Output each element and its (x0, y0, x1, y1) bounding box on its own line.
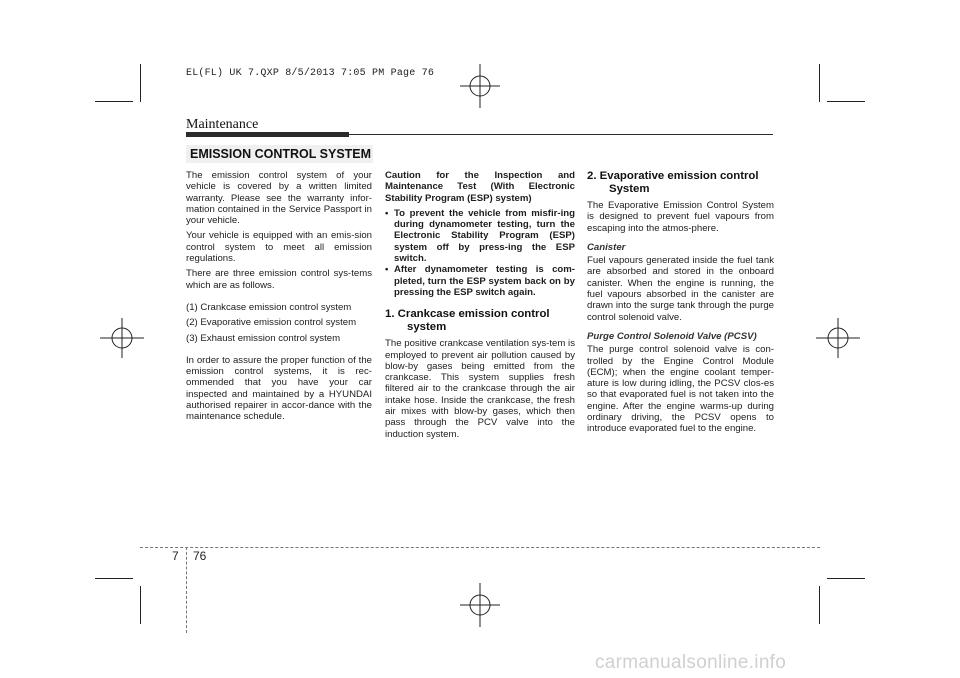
caution-bullet (385, 264, 575, 298)
spacer (186, 295, 372, 302)
subheading-evaporative-line2: System (609, 182, 650, 195)
page-number: 76 (193, 549, 207, 563)
crop-mark-top-right-v (819, 64, 820, 102)
caution-bullet (385, 208, 575, 264)
canister-heading: Canister (587, 241, 626, 253)
registration-mark-top (460, 64, 500, 108)
watermark: carmanualsonline.info (595, 652, 787, 673)
list-item: (2) Evaporative emission control system (186, 317, 357, 329)
subheading-crankcase (385, 308, 575, 333)
paragraph-pcsv: The purge control solenoid valve is con-trolled by the Engine Control Module (ECM); when the engine coolant temper-ature is low during idling, the PCSV clos-es so that evaporated fuel is not taken into the engine. After the engine warms-up during ordinary driving, the PCSV opens to introduce evaporated fuel to the engine. (587, 344, 774, 435)
caution-bullet-text: To prevent the vehicle from misfir-ing during dynamometer testing, turn the Electronic Stability Program (ESP) system off by press-ing the ESP switch. (394, 207, 575, 265)
section-title: EMISSION CONTROL SYSTEM (190, 147, 372, 161)
paragraph-maintenance: In order to assure the proper function of the emission control systems, it is rec-ommended that you have your car inspected and maintained by a HYUNDAI authorised repairer in accor-dance with the maintenance schedule. (186, 354, 372, 423)
crop-mark-bottom-right-v (819, 586, 820, 624)
crop-mark-top-right-h (827, 101, 865, 102)
subheading-crankcase-line1: 1. Crankcase emission control (385, 308, 550, 321)
chapter-number: 7 (172, 549, 179, 563)
subheading-crankcase-line2: system (407, 320, 447, 333)
list-item: (3) Exhaust emission control system (186, 332, 341, 344)
registration-mark-bottom (460, 583, 500, 627)
chapter-header: Maintenance (186, 117, 259, 132)
crop-mark-top-left-v (140, 64, 141, 102)
bullet-icon: • (385, 264, 389, 276)
crop-mark-bottom-left-v (140, 586, 141, 624)
caution-bullet-text: After dynamometer testing is com-pleted, turn the ESP system back on by pressing the ESP switch again. (394, 264, 575, 298)
paragraph-three-systems: There are three emission control sys-tems which are as follows. (186, 268, 372, 291)
paragraph-crankcase: The positive crankcase ventilation sys-tem is employed to prevent air pollution caused by blow-by gases being emitted from the crankcase. This system supplies fresh filtered air to the crankcase through the air intake hose. Inside the crankcase, the fresh air mixes with blow-by gases, which then pass through the PCV valve into the induction system. (385, 338, 575, 440)
crop-mark-top-left-h (95, 101, 133, 102)
footer-rule (140, 547, 820, 548)
column-left (186, 170, 372, 427)
column-right (587, 170, 774, 439)
footer-divider (186, 547, 187, 633)
caution-heading: Caution for the Inspection and Maintenance Test (With Electronic Stability Program (ESP) system) (385, 170, 575, 204)
crop-mark-bottom-left-h (95, 578, 133, 579)
column-middle (385, 170, 575, 444)
paragraph-warranty: The emission control system of your vehicle is covered by a written limited warranty. Please see the warranty infor-mation contained in the Service Passport in your vehicle. (186, 170, 372, 227)
paragraph-canister: Fuel vapours generated inside the fuel tank are absorbed and stored in the onboard canister. When the engine is running, the fuel vapours absorbed in the canister are drawn into the surge tank through the purge control solenoid valve. (587, 255, 774, 323)
print-slug: EL(FL) UK 7.QXP 8/5/2013 7:05 PM Page 76 (186, 68, 435, 79)
registration-mark-right (816, 318, 860, 358)
subheading-evaporative (587, 170, 774, 195)
spacer (186, 348, 372, 355)
crop-mark-bottom-right-h (827, 578, 865, 579)
bullet-icon: • (385, 207, 389, 219)
pcsv-heading: Purge Control Solenoid Valve (PCSV) (587, 330, 757, 342)
list-item: (1) Crankcase emission control system (186, 301, 352, 313)
subheading-evaporative-line1: 2. Evaporative emission control (587, 170, 759, 182)
registration-mark-left (100, 318, 144, 358)
header-rule-thick (186, 132, 349, 137)
header-rule-thin (349, 134, 773, 135)
paragraph-evaporative: The Evaporative Emission Control System is designed to prevent fuel vapours from escaping into the atmos-phere. (587, 200, 774, 234)
paragraph-regulations: Your vehicle is equipped with an emis-sion control system to meet all emission regulations. (186, 230, 372, 265)
